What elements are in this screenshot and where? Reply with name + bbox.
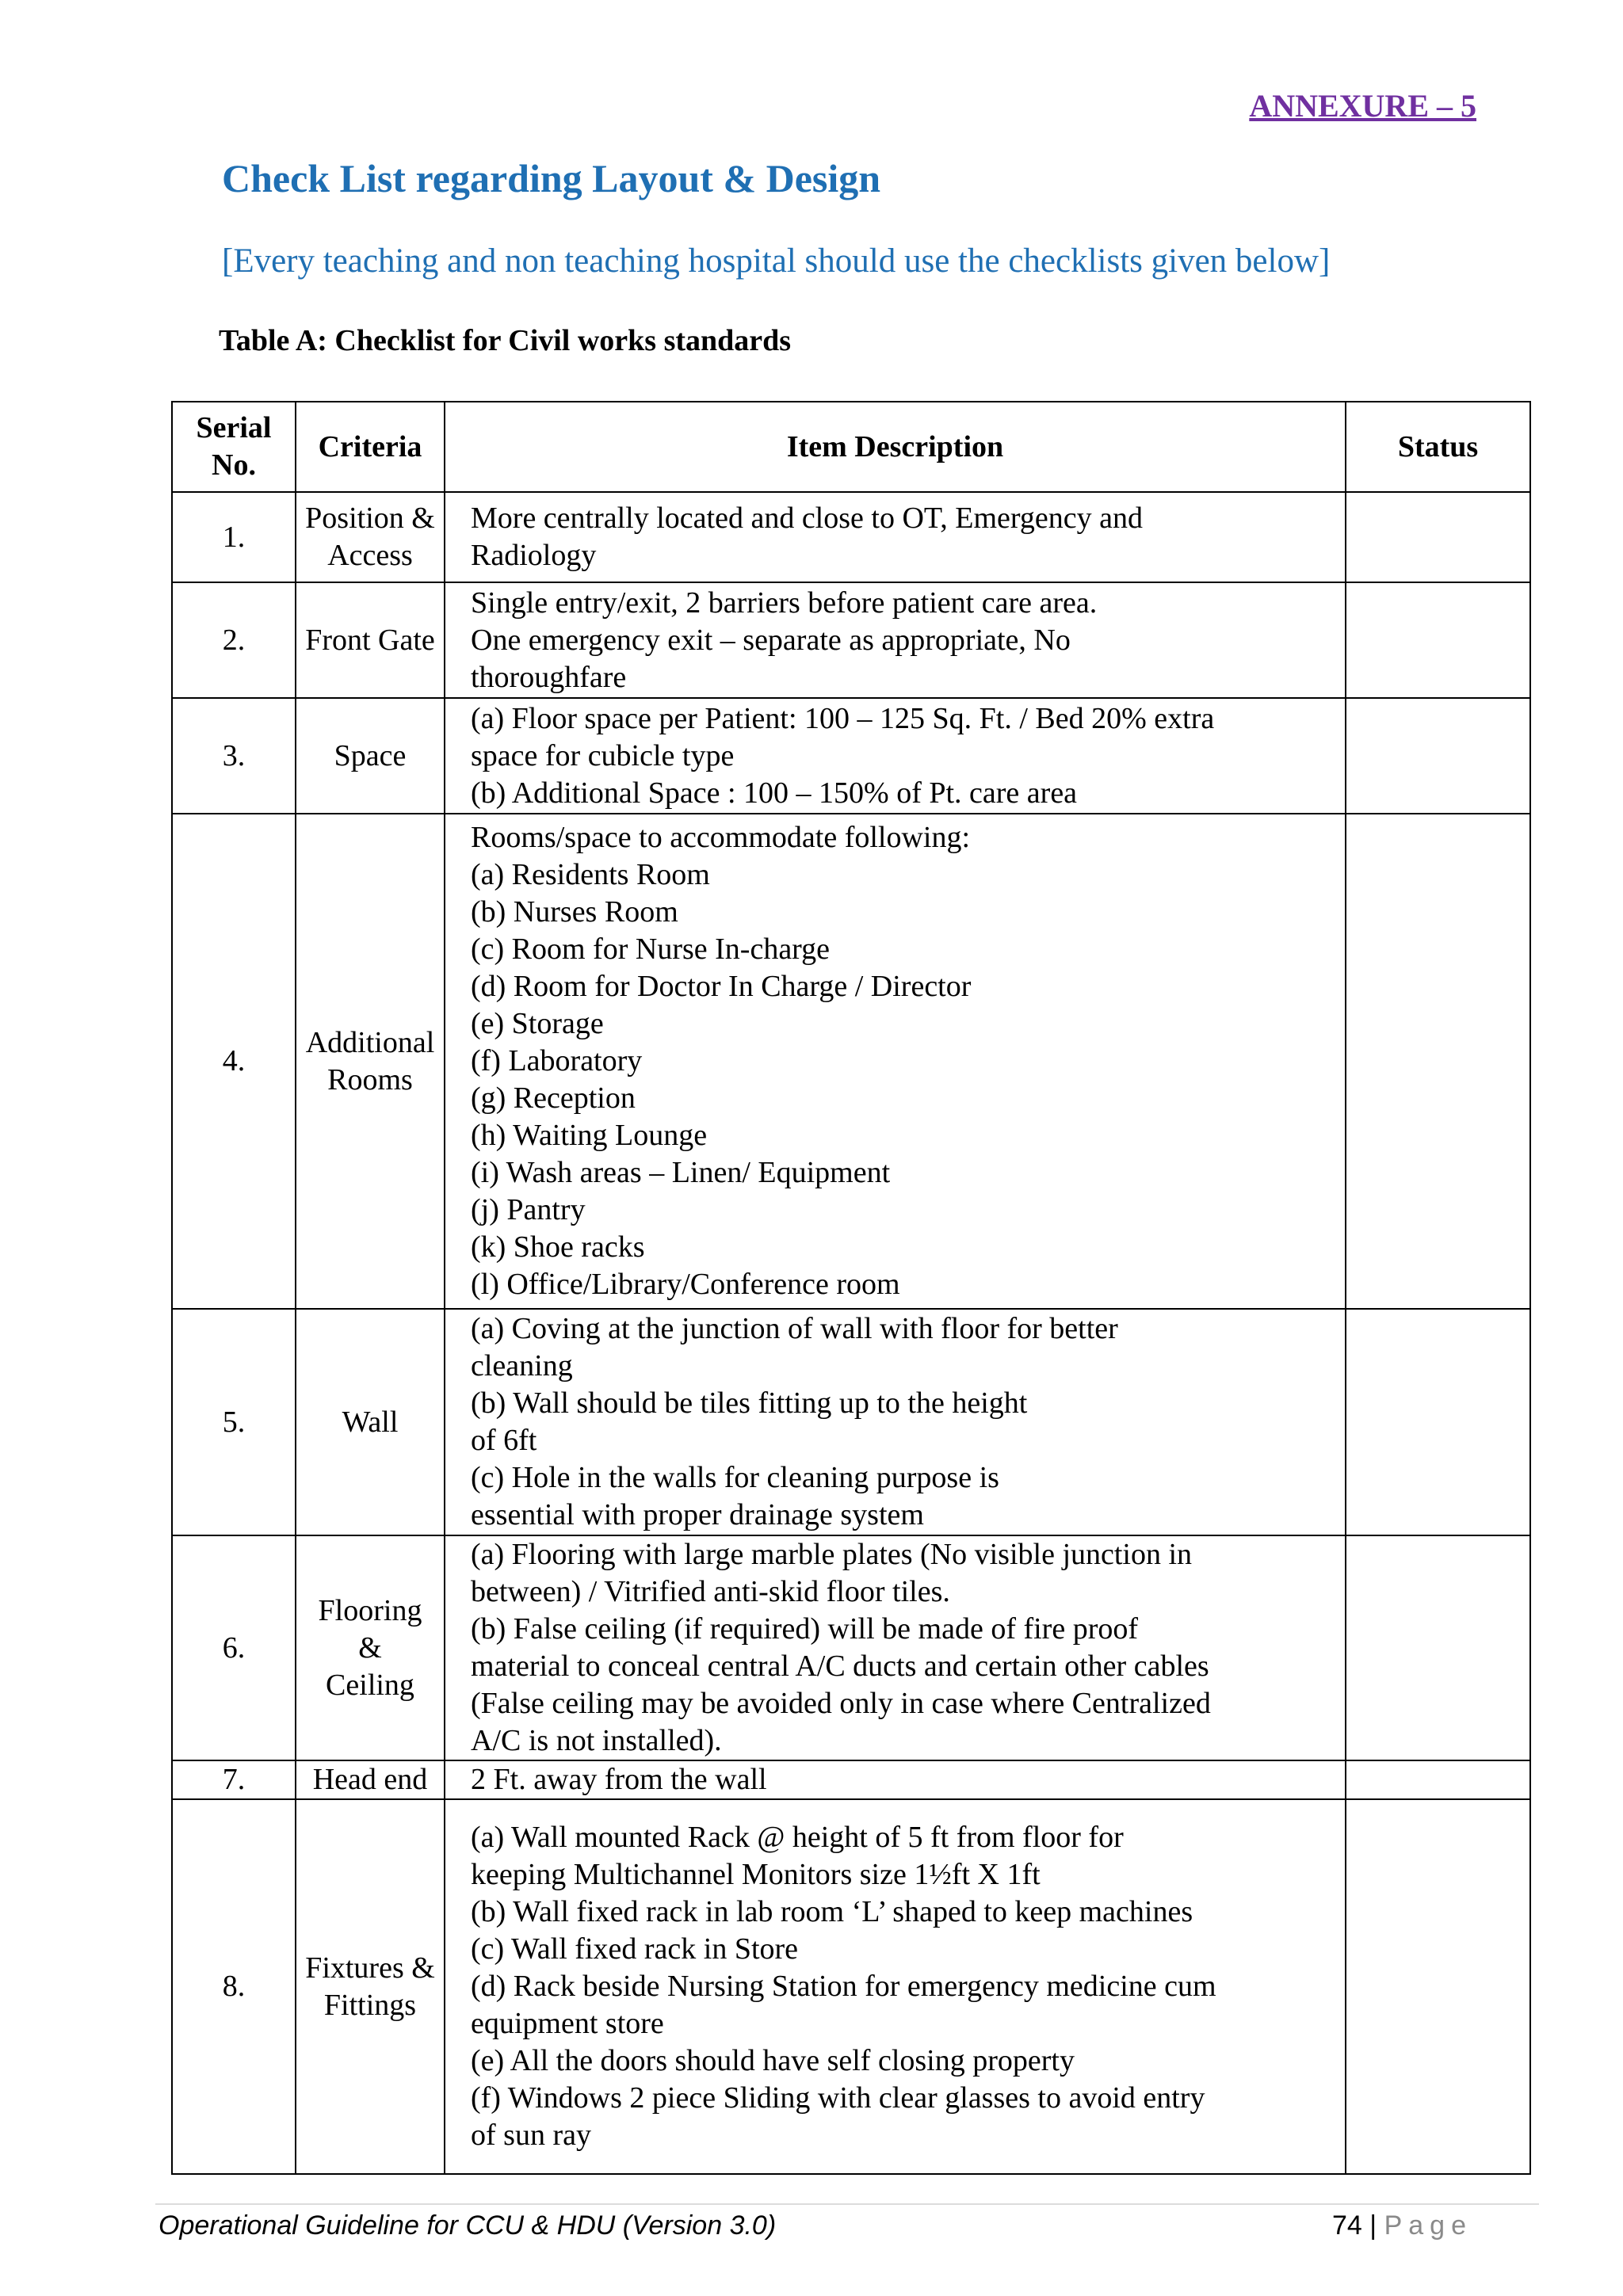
description-line: (b) Nurses Room [471,895,678,929]
description-line: thoroughfare [471,660,627,694]
status-cell[interactable] [1346,814,1530,1309]
criteria-line: Ceiling [326,1668,414,1702]
description-line: More centrally located and close to OT, Emergency and [471,502,1143,535]
criteria-cell [296,492,445,582]
description-line: (e) Storage [471,1007,604,1040]
criteria-line: Rooms [327,1062,413,1097]
criteria-line: Fittings [323,1988,417,2022]
criteria-line: Space [334,738,407,772]
table-title: Table A: Checklist for Civil works standards [219,324,792,357]
description-line: (b) False ceiling (if required) will be made of fire proof [471,1612,1139,1646]
criteria-cell [296,1799,445,2174]
criteria-cell [296,1309,445,1535]
table-header-row [172,402,1530,492]
status-cell[interactable] [1346,492,1530,582]
description-cell [445,814,1346,1309]
description-line: of 6ft [471,1424,537,1457]
description-line: material to conceal central A/C ducts and certain other cables [471,1650,1209,1683]
serial-cell: 5. [172,1309,296,1535]
description-line: (l) Office/Library/Conference room [471,1268,900,1301]
footer-page [1332,2210,1472,2241]
table-row [172,492,1530,582]
serial-cell: 6. [172,1535,296,1760]
description-line: keeping Multichannel Monitors size 1½ft X 1ft [471,1858,1041,1891]
page-title: Check List regarding Layout & Design [222,156,881,200]
description-line: (c) Wall fixed rack in Store [471,1932,799,1966]
page-separator: | [1369,2210,1377,2241]
annexure-label: ANNEXURE – 5 [1249,88,1476,124]
header-serial: Serial No. [172,402,296,492]
criteria-cell [296,1760,445,1799]
serial-cell: 1. [172,492,296,582]
description-line: (f) Laboratory [471,1044,643,1077]
description-line: 2 Ft. away from the wall [471,1763,767,1796]
description-line: (h) Waiting Lounge [471,1119,708,1152]
criteria-cell [296,582,445,698]
serial-cell: 7. [172,1760,296,1799]
header-description: Item Description [445,402,1346,492]
table-row [172,1535,1530,1760]
criteria-cell [296,814,445,1309]
description-line: A/C is not installed). [471,1724,722,1757]
description-line: (b) Additional Space : 100 – 150% of Pt. care area [471,776,1078,810]
description-line: equipment store [471,2007,664,2040]
description-line: Single entry/exit, 2 barriers before patient care area. [471,585,1098,620]
criteria-line: Head end [312,1763,428,1796]
checklist-table [171,401,1531,2175]
description-cell [445,1799,1346,2174]
serial-cell: 8. [172,1799,296,2174]
table-row [172,1760,1530,1799]
criteria-cell [296,698,445,814]
table-row [172,582,1530,698]
description-cell [445,698,1346,814]
criteria-line: Front Gate [305,623,435,657]
table-body [172,492,1530,2174]
status-cell[interactable] [1346,1309,1530,1535]
serial-cell: 3. [172,698,296,814]
description-line: space for cubicle type [471,738,735,772]
description-line: (k) Shoe racks [471,1230,645,1264]
description-cell [445,1309,1346,1535]
description-line: Rooms/space to accommodate following: [471,821,971,854]
table-row [172,1309,1530,1535]
criteria-cell [296,1535,445,1760]
description-line: (d) Room for Doctor In Charge / Director [471,970,972,1003]
criteria-line: & [358,1630,382,1665]
header-criteria: Criteria [296,402,445,492]
description-line: (f) Windows 2 piece Sliding with clear glasses to avoid entry [471,2081,1205,2115]
description-cell [445,582,1346,698]
criteria-line: Position & [305,502,435,535]
header-status: Status [1346,402,1530,492]
criteria-line: Access [327,539,413,572]
footer-document-title: Operational Guideline for CCU & HDU (Version 3.0) [158,2210,777,2241]
table-row [172,698,1530,814]
page-word: Page [1384,2210,1472,2241]
description-line: (a) Floor space per Patient: 100 – 125 Sq. Ft. / Bed 20% extra [471,701,1215,735]
description-cell [445,1535,1346,1760]
description-line: (a) Residents Room [471,858,710,891]
description-line: One emergency exit – separate as appropriate, No [471,623,1071,657]
description-line: (c) Hole in the walls for cleaning purpose is [471,1461,999,1494]
description-line: (j) Pantry [471,1193,586,1226]
description-line: (b) Wall should be tiles fitting up to the height [471,1386,1028,1420]
page-subtitle: [Every teaching and non teaching hospital should use the checklists given below] [222,242,1331,280]
description-line: (a) Coving at the junction of wall with floor for better [471,1312,1118,1345]
description-line: (b) Wall fixed rack in lab room ‘L’ shaped to keep machines [471,1895,1193,1928]
table-row [172,814,1530,1309]
description-line: (False ceiling may be avoided only in case where Centralized [471,1687,1211,1720]
criteria-line: Wall [342,1405,399,1439]
description-line: (g) Reception [471,1081,636,1115]
description-line: (c) Room for Nurse In-charge [471,933,831,966]
criteria-line: Additional [305,1025,435,1059]
table-row [172,1799,1530,2174]
description-line: between) / Vitrified anti-skid floor tiles. [471,1575,950,1608]
description-cell [445,492,1346,582]
footer-divider [155,2203,1539,2205]
criteria-line: Flooring [318,1593,422,1627]
description-line: Radiology [471,539,597,572]
page-number: 74 [1332,2210,1362,2241]
status-cell[interactable] [1346,1760,1530,1799]
serial-cell: 4. [172,814,296,1309]
criteria-line: Fixtures & [305,1951,435,1985]
description-line: (a) Wall mounted Rack @ height of 5 ft from floor for [471,1821,1124,1854]
serial-cell: 2. [172,582,296,698]
status-cell[interactable] [1346,1535,1530,1760]
description-line: (i) Wash areas – Linen/ Equipment [471,1156,891,1189]
description-line: (a) Flooring with large marble plates (No visible junction in [471,1538,1193,1571]
description-line: (d) Rack beside Nursing Station for emergency medicine cum [471,1970,1216,2003]
description-line: (e) All the doors should have self closing property [471,2044,1075,2077]
status-cell[interactable] [1346,582,1530,698]
status-cell[interactable] [1346,698,1530,814]
description-cell [445,1760,1346,1799]
description-line: cleaning [471,1349,573,1383]
description-line: of sun ray [471,2119,591,2152]
description-line: essential with proper drainage system [471,1498,924,1531]
status-cell[interactable] [1346,1799,1530,2174]
